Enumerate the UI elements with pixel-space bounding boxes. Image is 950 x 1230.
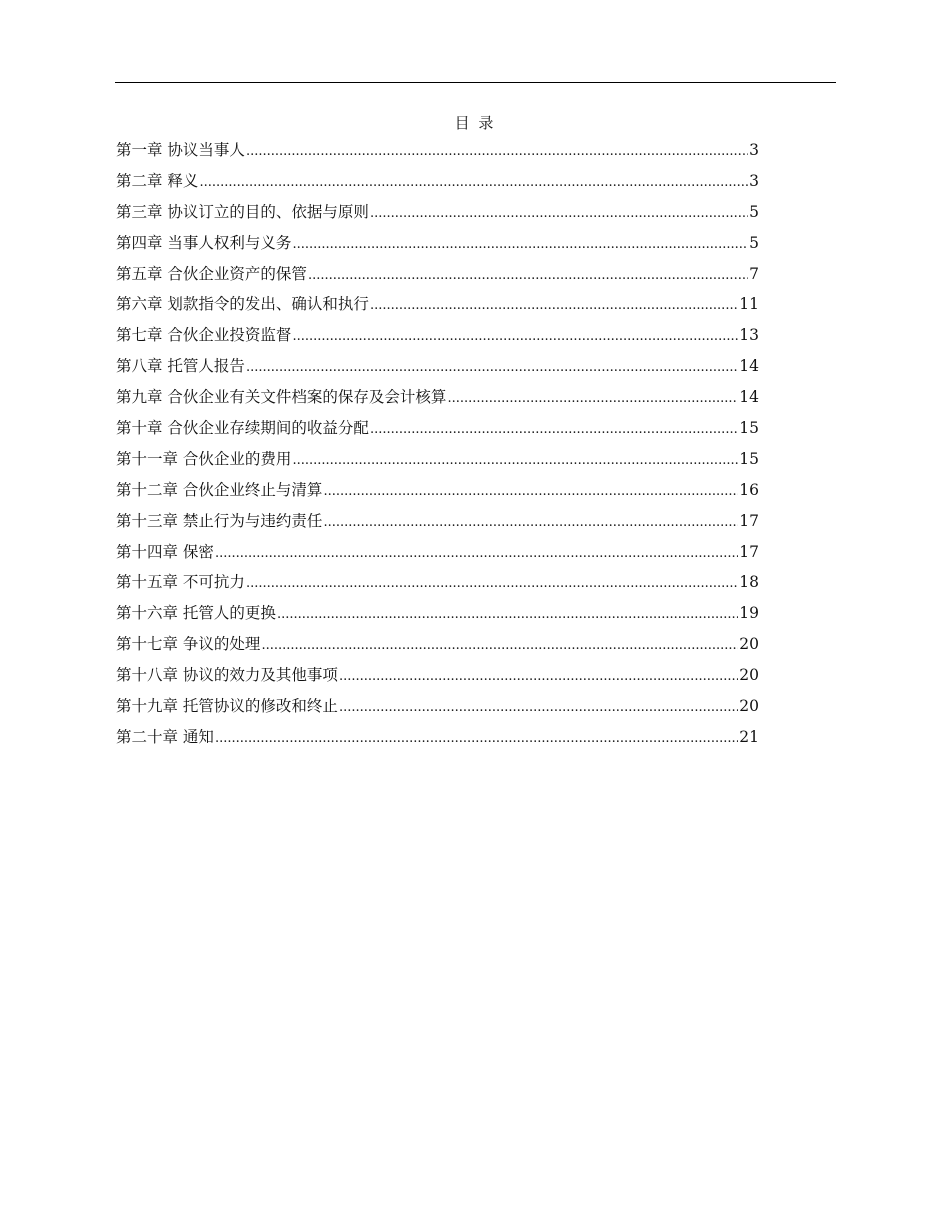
- toc-entry-page: 20: [739, 697, 759, 716]
- toc-entry-label: 第十三章 禁止行为与违约责任: [116, 511, 323, 530]
- toc-entry-page: 14: [739, 388, 759, 407]
- toc-entry-page: 20: [739, 666, 759, 685]
- toc-dot-leader: [308, 263, 748, 287]
- toc-entry-label: 第十二章 合伙企业终止与清算: [116, 480, 323, 499]
- toc-entry-page: 11: [739, 295, 759, 314]
- toc-dot-leader: [339, 664, 738, 688]
- toc-dot-leader: [370, 293, 738, 317]
- toc-entry-page: 5: [749, 233, 759, 252]
- toc-entry-page: 14: [739, 357, 759, 376]
- toc-entry-label: 第九章 合伙企业有关文件档案的保存及会计核算: [116, 388, 447, 407]
- toc-entry[interactable]: [116, 263, 759, 294]
- toc-entry-label: 第十章 合伙企业存续期间的收益分配: [116, 419, 369, 438]
- toc-entry-page: 3: [749, 171, 759, 190]
- toc-dot-leader: [323, 479, 738, 503]
- toc-entry[interactable]: [116, 417, 759, 448]
- toc-dot-leader: [339, 695, 738, 719]
- toc-entry[interactable]: [116, 386, 759, 417]
- toc-entry-label: 第一章 协议当事人: [116, 141, 245, 159]
- toc-dot-leader: [292, 232, 748, 256]
- toc-title: 目 录: [454, 114, 496, 132]
- toc-entry-label: 第二章 释义: [116, 171, 199, 190]
- toc-dot-leader: [215, 541, 738, 565]
- toc-dot-leader: [370, 417, 738, 441]
- toc-entry-page: 18: [739, 573, 759, 592]
- toc-dot-leader: [447, 386, 738, 410]
- toc-dot-leader: [277, 602, 738, 626]
- toc-entry[interactable]: [116, 170, 759, 201]
- toc-entry[interactable]: [116, 633, 759, 664]
- toc-entry[interactable]: [116, 201, 759, 232]
- toc-entry-label: 第五章 合伙企业资产的保管: [116, 264, 307, 283]
- toc-dot-leader: [246, 571, 738, 595]
- toc-dot-leader: [370, 201, 748, 225]
- toc-entry-page: 17: [739, 542, 759, 561]
- toc-entry[interactable]: [116, 726, 759, 757]
- toc-entry-label: 第四章 当事人权利与义务: [116, 233, 292, 252]
- toc-entry[interactable]: [116, 664, 759, 695]
- toc-entry-page: 5: [749, 202, 759, 221]
- toc-entry-page: 20: [739, 635, 759, 654]
- toc-entry-label: 第三章 协议订立的目的、依据与原则: [116, 202, 369, 221]
- toc-dot-leader: [292, 448, 738, 472]
- toc-entry[interactable]: [116, 510, 759, 541]
- toc-entry[interactable]: [116, 448, 759, 479]
- toc-entry[interactable]: [116, 324, 759, 355]
- header-rule: [115, 82, 836, 83]
- toc-entry-label: 第十七章 争议的处理: [116, 635, 261, 654]
- toc-entry-label: 第十六章 托管人的更换: [116, 604, 276, 623]
- toc-entry[interactable]: [116, 571, 759, 602]
- toc-dot-leader: [199, 170, 748, 194]
- toc-entry-label: 第十五章 不可抗力: [116, 573, 245, 592]
- toc-entry[interactable]: [116, 293, 759, 324]
- toc-entry[interactable]: [116, 602, 759, 633]
- toc-entry[interactable]: [116, 232, 759, 263]
- toc-entry-page: 15: [739, 449, 759, 468]
- toc-entry[interactable]: [116, 479, 759, 510]
- toc-dot-leader: [215, 726, 738, 750]
- toc-entry-label: 第十四章 保密: [116, 542, 214, 561]
- toc-dot-leader: [323, 510, 738, 534]
- toc-entry-label: 第十八章 协议的效力及其他事项: [116, 666, 338, 685]
- toc-entry-page: 7: [749, 264, 759, 283]
- toc-entry-page: 13: [739, 326, 759, 345]
- toc-entry-label: 第十一章 合伙企业的费用: [116, 449, 292, 468]
- toc-entry[interactable]: [116, 695, 759, 726]
- toc-dot-leader: [246, 355, 738, 379]
- toc-entry-page: 3: [749, 141, 759, 159]
- toc-entry[interactable]: [116, 541, 759, 572]
- toc-dot-leader: [261, 633, 738, 657]
- table-of-contents: [116, 139, 759, 757]
- toc-entry-label: 第二十章 通知: [116, 727, 214, 746]
- toc-entry-page: 15: [739, 419, 759, 438]
- toc-entry-label: 第六章 划款指令的发出、确认和执行: [116, 295, 369, 314]
- toc-entry-page: 21: [739, 727, 759, 746]
- toc-entry-page: 16: [739, 480, 759, 499]
- toc-entry-page: 17: [739, 511, 759, 530]
- toc-entry-page: 19: [739, 604, 759, 623]
- toc-entry[interactable]: [116, 355, 759, 386]
- toc-dot-leader: [246, 139, 748, 163]
- toc-dot-leader: [292, 324, 738, 348]
- toc-entry-label: 第七章 合伙企业投资监督: [116, 326, 292, 345]
- toc-entry-label: 第八章 托管人报告: [116, 357, 245, 376]
- toc-entry-label: 第十九章 托管协议的修改和终止: [116, 697, 338, 716]
- toc-entry[interactable]: [116, 139, 759, 170]
